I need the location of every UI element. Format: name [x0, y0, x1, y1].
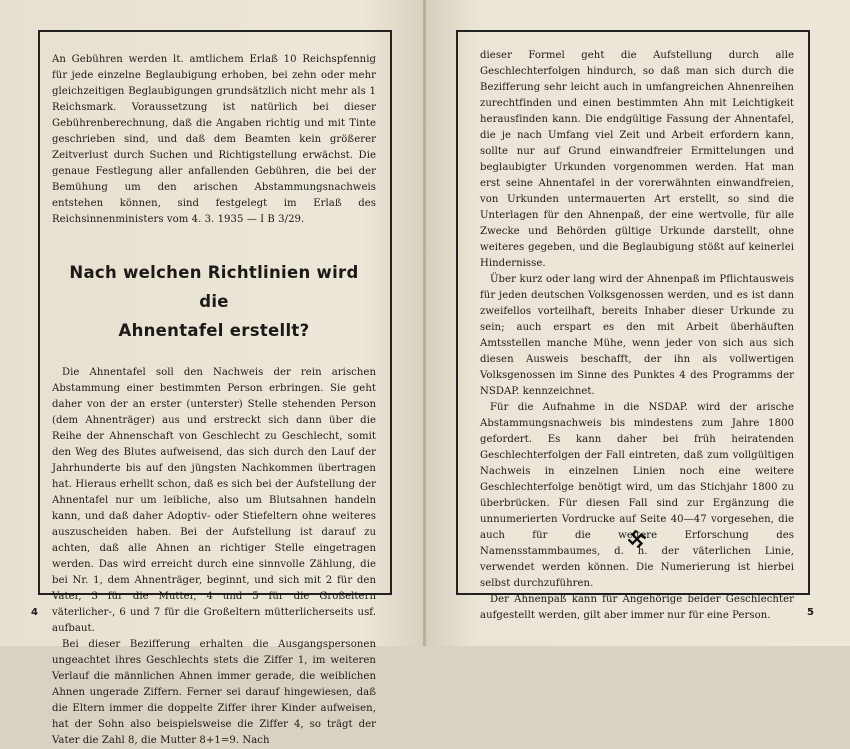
left-page: [0, 0, 424, 746]
right-paragraph-ahnenpass: Über kurz oder lang wird der Ahnenpaß im Pflichtausweis für jeden deutschen Volksgenossen werden, und es ist dann zweifellos vorteilhaft, bereits Inhaber dieser Urkunde zu sein; auch erspart es den mit Arbeit überhäuften Amtsstellen manche Mühe, wenn jeder von sich aus sich diesen Ausweis beschafft, der ihn als vollwertigen Volksgenossen im Sinne des Punktes 4 des Programms der NSDAP. kennzeichnet.: [480, 274, 794, 397]
right-page: [426, 0, 850, 646]
page-number-right: 5: [807, 607, 814, 618]
left-page-frame: [38, 30, 392, 746]
left-paragraph-fees: An Gebühren werden lt. amtlichem Erlaß 10 Reichspfennig für jede einzelne Beglaubigung erhoben, bei zehn oder mehr gleichzeitigen Beglaubigungen grundsätzlich nicht mehr als 1 Reichsmark. Voraussetzung ist natürlich bei dieser Gebührenberechnung, daß die Angaben richtig und mit Tinte geschrieben sind, und daß dem Beamten kein größerer Zeitverlust durch Suchen und Richtigstellung erwächst. Die genaue Festlegung aller anfallenden Gebühren, die bei der Bemühung um den arischen Abstammungsnachweis entstehen können, sind festgelegt im Erlaß des Reichsinnenministers vom 4. 3. 1935 — I B 3/29.: [52, 54, 376, 225]
page-number-left: 4: [31, 607, 38, 618]
right-paragraph-nsdap: Für die Aufnahme in die NSDAP. wird der arische Abstammungsnachweis bis mindestens zum Jahre 1800 gefordert. Es kann daher bei früh heiratenden Geschlechterfolgen der Fall eintreten, daß zum vollgültigen Nachweis in einzelnen Linien noch eine weitere Geschlechterfolge benötigt wird, um das Stichjahr 1800 zu überbrücken. Für diesen Fall sind zur Ergänzung die unnumerierten Vordrucke auf Seite 40—47 vorgesehen, die auch für die weitere Erforschung des Namensstammbaumes, d. h. der väterlichen Linie, verwendet werden können. Die Numerierung ist hierbei selbst durchzuführen.: [480, 402, 794, 589]
left-paragraph-numbering: Bei dieser Bezifferung erhalten die Ausgangspersonen ungeachtet ihres Geschlechts stets die Ziffer 1, im weiteren Verlauf die männlichen Ahnen immer gerade, die weiblichen Ahnen ungerade Ziffern. Ferner sei darauf hingewiesen, daß die Eltern immer die doppelte Ziffer ihrer Kinder aufweisen, hat der Sohn also beispielsweise die Ziffer 4, so trägt der Vater die Zahl 8, die Mutter 8+1=9. Nach: [52, 639, 376, 746]
right-page-frame: [456, 30, 810, 621]
left-paragraph-ahnentafel: Die Ahnentafel soll den Nachweis der rein arischen Abstammung einer bestimmten Person erbringen. Sie geht daher von der an erster (unterster) Stelle stehenden Person (dem Ahnenträger) aus und erstreckt sich dann über die Reihe der Ahnenschaft von Geschlecht zu Geschlecht, somit den Weg des Blutes aufweisend, das sich durch den Lauf der Jahrhunderte bis auf den jüngsten Nachkommen übertragen hat. Hieraus erhellt schon, daß es sich bei der Aufstellung der Ahnentafel nur um leibliche, also um Blutsahnen handeln kann, und daß daher Adoptiv- oder Stiefeltern ohne weiteres auszuscheiden haben. Bei der Aufstellung ist darauf zu achten, daß alle Ahnen an richtiger Stelle eingetragen werden. Das wird erreicht durch eine sinnvolle Zählung, die bei Nr. 1, dem Ahnenträger, beginnt, und sich mit 2 für den Vater, 3 für die Mutter, 4 und 5 für die Großeltern väterlicher-, 6 und 7 für die Großeltern mütterlicherseits usf. aufbaut.: [52, 367, 376, 634]
swastika-icon: [628, 530, 646, 548]
right-paragraph-person: Der Ahnenpaß kann für Angehörige beider Geschlechter aufgestellt werden, gilt aber immer nur für eine Person.: [480, 594, 794, 621]
section-heading: [52, 258, 376, 345]
section-heading-line-1: Nach welchen Richtlinien wird die: [69, 263, 359, 311]
section-heading-line-2: Ahnentafel erstellt?: [118, 321, 310, 340]
right-paragraph-formula: dieser Formel geht die Aufstellung durch alle Geschlechterfolgen hindurch, so daß man sich durch die Bezifferung sehr leicht auch in umfangreichen Ahnenreihen zurechtfinden und einen bestimmten Ahn mit Leichtigkeit herausfinden kann. Die endgültige Fassung der Ahnentafel, die je nach Umfang viel Zeit und Arbeit erfordern kann, sollte nur auf Grund einwandfreier Ermittelungen und beglaubigter Urkunden vorgenommen werden. Hat man erst seine Ahnentafel in der vorerwähnten einwandfreien, von Urkunden untermauerten Art erstellt, so sind die Unterlagen für den Ahnenpaß, der eine wertvolle, für alle Zwecke und Behörden gültige Urkunde darstellt, ohne weiteres gegeben, und die Beglaubigung stößt auf keinerlei Hindernisse.: [480, 50, 794, 269]
